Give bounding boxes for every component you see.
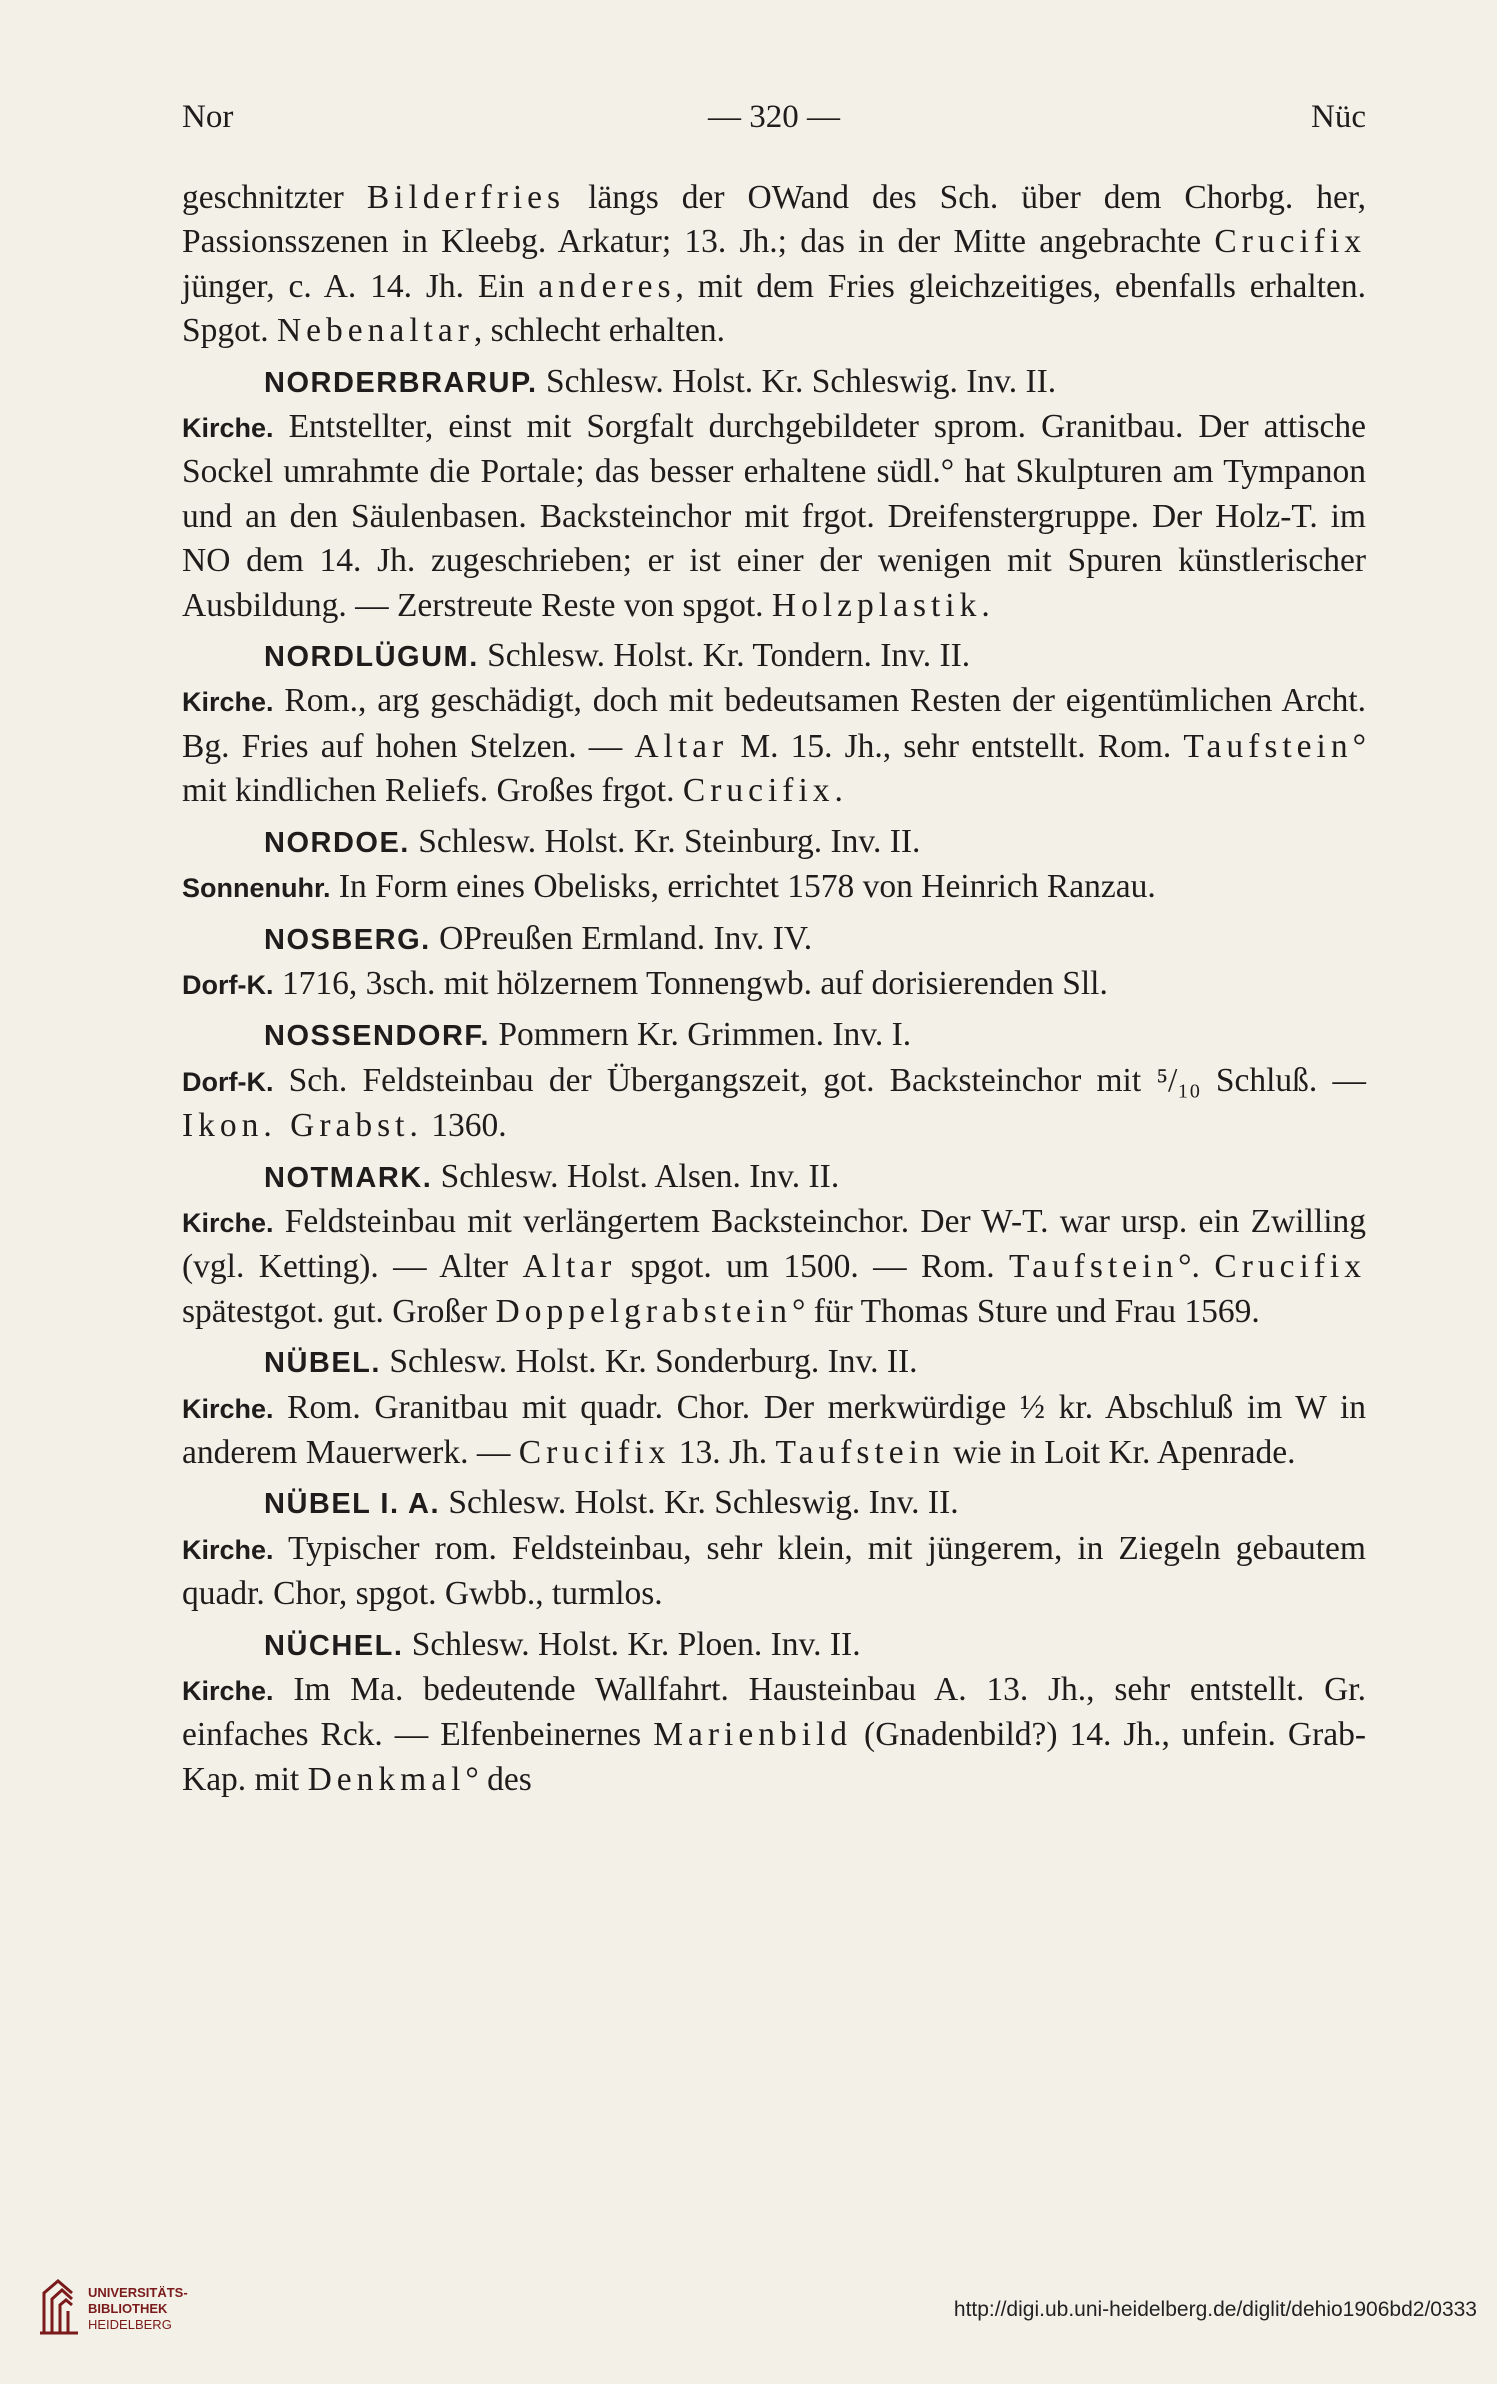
library-logo-icon	[38, 2277, 82, 2337]
spaced-term: anderes	[538, 267, 676, 305]
entry-keyword: Kirche.	[182, 1534, 274, 1565]
entry-location: Schlesw. Holst. Kr. Steinburg. Inv. II.	[409, 822, 921, 860]
text: Rom., arg geschädigt, doch mit bedeutsamen Resten der eigentümlichen Archt. Bg. Fries auf hohen Stelzen. —	[182, 682, 1366, 765]
entry-keyword: Dorf-K.	[182, 1066, 274, 1097]
running-head	[182, 92, 1366, 142]
entry-location: OPreußen Ermland. Inv. IV.	[430, 919, 813, 957]
text: ° mit kindlichen Reliefs. Großes frgot.	[182, 727, 1366, 810]
text: .	[834, 772, 843, 810]
text: M. 15. Jh., sehr entstellt. Rom.	[728, 727, 1184, 765]
header-left: Nor	[182, 99, 234, 135]
page-number: — 320 —	[708, 99, 840, 135]
entry-headword: NORDOE.	[264, 826, 410, 859]
text: längs der OWand des Sch. über dem Chorbg. her, Passionsszenen in Kleebg. Arkatur; 13. Jh.; das in der Mitte angebrachte	[182, 179, 1367, 261]
text: spätestgot. gut. Großer	[182, 1292, 496, 1330]
text: 1360.	[422, 1107, 507, 1145]
text: ° des	[465, 1760, 532, 1798]
entry-location: Schlesw. Holst. Kr. Ploen. Inv. II.	[403, 1625, 861, 1663]
library-logo[interactable]	[38, 2277, 268, 2345]
spaced-term: Taufstein	[1183, 727, 1353, 765]
text: 13. Jh.	[670, 1433, 776, 1471]
entry-nubel-ia	[182, 1481, 1366, 1616]
spaced-term: Taufstein	[775, 1433, 945, 1471]
entry-headword: NÜBEL I. A.	[264, 1488, 441, 1521]
entry-headword: NORDLÜGUM.	[264, 641, 479, 674]
entry-nordlugum	[182, 634, 1366, 814]
entry-location: Schlesw. Holst. Kr. Sonderburg. Inv. II.	[380, 1343, 918, 1381]
entry-location: Schlesw. Holst. Kr. Tondern. Inv. II.	[478, 637, 971, 675]
entry-keyword: Kirche.	[182, 1393, 274, 1424]
text: geschnitzter	[182, 179, 367, 216]
spaced-term: Doppelgrabstein	[495, 1292, 792, 1330]
text: , schlecht erhalten.	[473, 312, 726, 350]
entry-headword: NORDERBRARUP.	[264, 366, 538, 399]
text: In Form eines Obelisks, errichtet 1578 von Heinrich Ranzau.	[330, 868, 1156, 906]
entry-location: Schlesw. Holst. Alsen. Inv. II.	[432, 1157, 840, 1195]
text: wie in Loit Kr. Apenrade.	[944, 1433, 1296, 1471]
text: .	[981, 586, 990, 624]
body-text	[182, 176, 1366, 1802]
text: Im Ma. bedeutende Wallfahrt. Hausteinbau A. 13. Jh., sehr entstellt. Gr. einfaches Rck. — Elfenbeinernes	[182, 1671, 1366, 1754]
spaced-term: Bilderfries	[366, 179, 566, 216]
text: Rom. Granitbau mit quadr. Chor. Der merkwürdige ½ kr. Abschluß im W in anderem Mauerwerk. —	[182, 1388, 1366, 1471]
spaced-term: Taufstein	[1008, 1248, 1179, 1286]
spaced-term: Holzplastik	[771, 586, 982, 624]
entry-notmark	[182, 1155, 1366, 1335]
entry-headword: NÜCHEL.	[264, 1629, 404, 1662]
spaced-term: Nebenaltar	[276, 312, 474, 350]
text: Sch. Feldsteinbau der Übergangszeit, got. Backsteinchor mit ⁵/₁₀ Schluß. —	[273, 1061, 1366, 1099]
entry-location: Schlesw. Holst. Kr. Schleswig. Inv. II.	[537, 362, 1057, 400]
entry-keyword: Sonnenuhr.	[182, 873, 331, 904]
spaced-term: Crucifix	[682, 772, 835, 810]
spaced-term: Altar	[522, 1248, 617, 1286]
entry-location: Schlesw. Holst. Kr. Schleswig. Inv. II.	[440, 1484, 959, 1522]
text: °.	[1178, 1248, 1215, 1286]
text: (Gnadenbild?) 14. Jh., unfein. Grab-Kap. mit	[182, 1716, 1367, 1798]
intro-paragraph	[182, 176, 1366, 354]
entry-keyword: Kirche.	[182, 413, 274, 444]
entry-headword: NOSSENDORF.	[264, 1020, 490, 1053]
entry-headword: NOSBERG.	[264, 923, 431, 956]
text: jünger, c. A. 14. Jh. Ein	[182, 267, 539, 305]
spaced-term: Crucifix	[1214, 1248, 1366, 1286]
text: ° für Thomas Sture und Frau 1569.	[791, 1292, 1260, 1330]
entry-location: Pommern Kr. Grimmen. Inv. I.	[489, 1016, 912, 1054]
text: Entstellter, einst mit Sorgfalt durchgebildeter sprom. Granitbau. Der attische Sockel umrahmte die Portale; das besser erhaltene südl.° hat Skulpturen am Tympanon und an den Säulenbasen. Backsteinchor mit frgot. Dreifenstergruppe. Der Holz-T. im NO dem 14. Jh. zugeschrieben; er ist einer der wenigen mit Spuren künstlerischer Ausbildung. — Zerstreute Reste von spgot.	[182, 408, 1366, 624]
spaced-term: Marienbild	[653, 1716, 853, 1754]
spaced-term: Crucifix	[518, 1433, 671, 1471]
entry-keyword: Kirche.	[182, 1676, 274, 1706]
text: Typischer rom. Feldsteinbau, sehr klein, mit jüngerem, in Ziegeln gebautem quadr. Chor, spgot. Gwbb., turmlos.	[182, 1529, 1366, 1613]
logo-line: UNIVERSITÄTS-	[88, 2285, 188, 2300]
logo-line: HEIDELBERG	[88, 2317, 172, 2332]
text: Feldsteinbau mit verlängertem Backsteinchor. Der W-T. war ursp. ein Zwilling (vgl. Ketting). — Alter	[182, 1202, 1366, 1286]
entry-headword: NÜBEL.	[264, 1347, 381, 1380]
header-right: Nüc	[1311, 99, 1366, 135]
entry-nubel	[182, 1340, 1366, 1475]
logo-line: BIBLIOTHEK	[88, 2301, 168, 2316]
entry-keyword: Kirche.	[182, 1207, 274, 1238]
entry-keyword: Kirche.	[182, 687, 274, 718]
text: spgot. um 1500. — Rom.	[616, 1248, 1009, 1286]
spaced-term: Ikon. Grabst.	[182, 1107, 423, 1145]
entry-nordoe	[182, 820, 1366, 911]
entry-keyword: Dorf-K.	[182, 969, 274, 1000]
entry-nuchel	[182, 1623, 1366, 1803]
spaced-term: Altar	[634, 727, 729, 765]
source-url-link[interactable]: http://digi.ub.uni-heidelberg.de/diglit/dehio1906bd2/0333	[953, 2298, 1477, 2321]
text: , mit dem Fries gleichzeitiges, ebenfalls erhalten. Spgot.	[182, 267, 1367, 350]
spaced-term: Crucifix	[1214, 223, 1366, 261]
text: 1716, 3sch. mit hölzernem Tonnengwb. auf dorisierenden Sll.	[273, 964, 1108, 1002]
entry-nossendorf	[182, 1013, 1366, 1148]
entry-nosberg	[182, 917, 1366, 1008]
library-logo-text	[88, 2285, 188, 2333]
entry-headword: NOTMARK.	[264, 1161, 433, 1194]
spaced-term: Denkmal	[307, 1760, 466, 1798]
entry-norderbrarup	[182, 360, 1366, 628]
